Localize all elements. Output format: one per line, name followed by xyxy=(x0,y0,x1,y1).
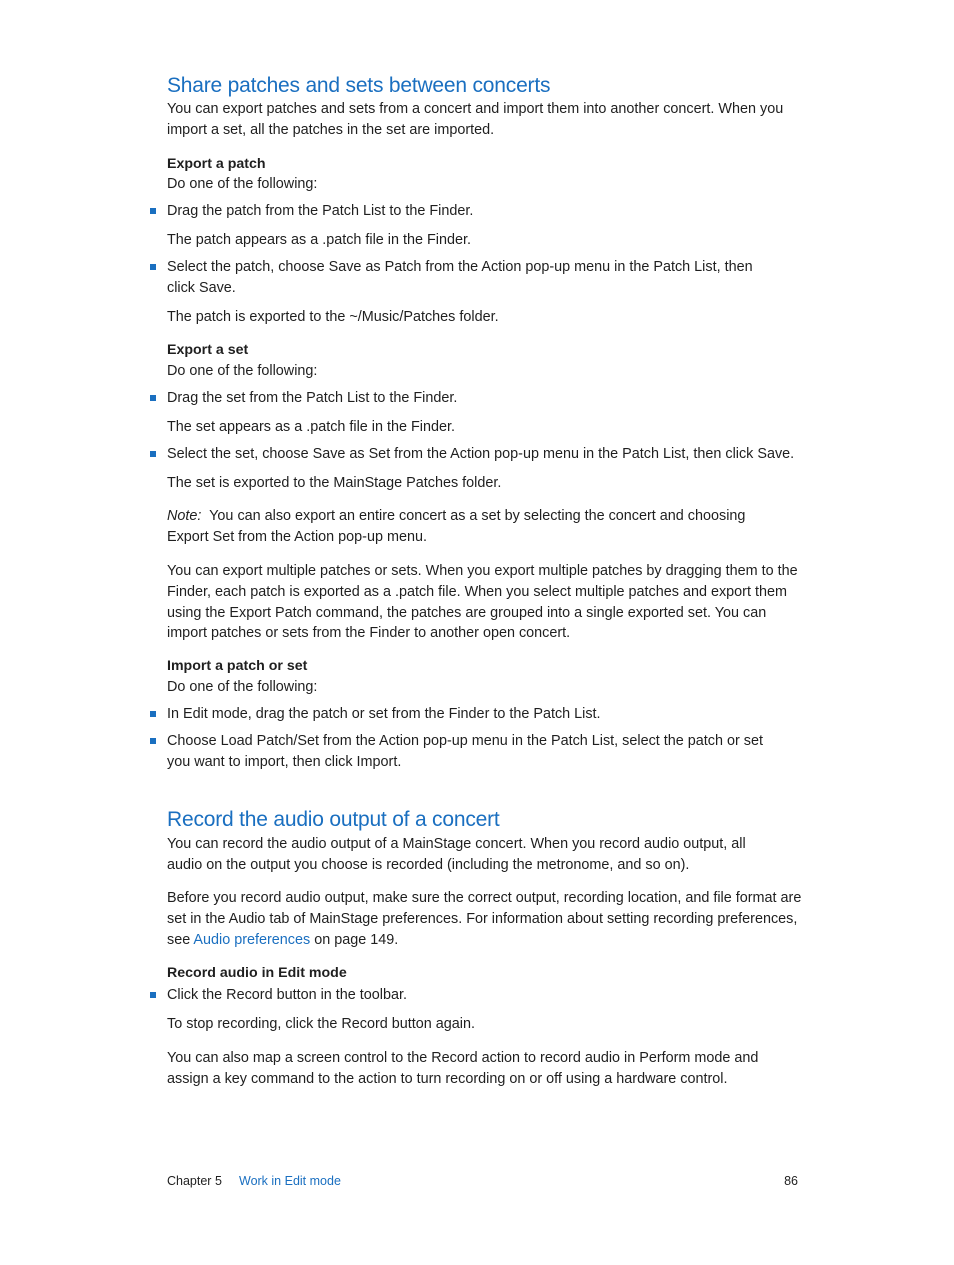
bullet-icon xyxy=(150,738,156,744)
note-label: Note: xyxy=(167,508,202,524)
list-item xyxy=(167,731,782,773)
list-item xyxy=(167,257,767,299)
import-lead: Do one of the following: xyxy=(167,679,318,695)
bullet-icon xyxy=(150,711,156,717)
list-item xyxy=(167,444,827,465)
bullet-icon xyxy=(150,992,156,998)
list-item-result: The set is exported to the MainStage Patches folder. xyxy=(167,475,502,491)
list-item-text: Drag the patch from the Patch List to the Finder. xyxy=(167,203,474,219)
list-item-text: Choose Load Patch/Set from the Action pop-up menu in the Patch List, select the patch or set you want to import, then click Import. xyxy=(167,733,763,770)
list-item-result: The set appears as a .patch file in the Finder. xyxy=(167,419,455,435)
bullet-icon xyxy=(150,395,156,401)
list-item-text: In Edit mode, drag the patch or set from the Finder to the Patch List. xyxy=(167,706,601,722)
list-item xyxy=(167,201,807,222)
note-paragraph xyxy=(167,506,767,548)
footer-chapter: Chapter 5 xyxy=(167,1174,222,1188)
list-item-text: Select the set, choose Save as Set from the Action pop-up menu in the Patch List, then click Save. xyxy=(167,446,795,462)
bullet-icon xyxy=(150,264,156,270)
bullet-icon xyxy=(150,451,156,457)
export-set-lead: Do one of the following: xyxy=(167,363,318,379)
bullet-icon xyxy=(150,208,156,214)
record-intro: You can record the audio output of a MainStage concert. When you record audio output, all audio on the output you choose is recorded (including the metronome, and so on). xyxy=(167,836,746,873)
record-before-text: Before you record audio output, make sure the correct output, recording location, and file format are set in the Audio tab of MainStage preferences. For information about setting recording preferences, see xyxy=(167,890,802,948)
subheading-record-edit: Record audio in Edit mode xyxy=(167,965,347,981)
list-item-result: To stop recording, click the Record button again. xyxy=(167,1016,475,1032)
record-before-paragraph xyxy=(167,888,803,950)
subheading-export-set: Export a set xyxy=(167,342,249,358)
section-title-record: Record the audio output of a concert xyxy=(167,808,500,831)
note-text: You can also export an entire concert as a set by selecting the concert and choosing Export Set from the Action pop-up menu. xyxy=(167,508,746,545)
list-item xyxy=(167,985,807,1006)
footer-chapter-title-link[interactable]: Work in Edit mode xyxy=(239,1174,341,1188)
export-patch-lead: Do one of the following: xyxy=(167,176,318,192)
list-item-text: Click the Record button in the toolbar. xyxy=(167,987,407,1003)
audio-preferences-link[interactable]: Audio preferences xyxy=(193,931,311,948)
section-title-share: Share patches and sets between concerts xyxy=(167,74,551,97)
list-item xyxy=(167,704,807,725)
subheading-import: Import a patch or set xyxy=(167,658,308,674)
list-item-result: The patch is exported to the ~/Music/Patches folder. xyxy=(167,309,499,325)
list-item-text: Select the patch, choose Save as Patch from the Action pop-up menu in the Patch List, then click Save. xyxy=(167,259,753,296)
share-intro: You can export patches and sets from a concert and import them into another concert. When you import a set, all the patches in the set are imported. xyxy=(167,101,784,138)
list-item-text: Drag the set from the Patch List to the Finder. xyxy=(167,390,458,406)
record-before-page: on page 149. xyxy=(310,931,399,948)
list-item-result: The patch appears as a .patch file in the Finder. xyxy=(167,232,471,248)
multi-export-paragraph: You can export multiple patches or sets. When you export multiple patches by dragging them to the Finder, each patch is exported as a .patch file. When you select multiple patches and export them using the Export Patch command, the patches are grouped into a single exported set. You can import patches or sets from the Finder to another open concert. xyxy=(167,563,798,642)
record-map-paragraph: You can also map a screen control to the Record action to record audio in Perform mode and assign a key command to the action to turn recording on or off using a hardware control. xyxy=(167,1050,759,1087)
footer-page-number: 86 xyxy=(784,1174,798,1188)
list-item xyxy=(167,388,807,409)
subheading-export-patch: Export a patch xyxy=(167,156,266,172)
